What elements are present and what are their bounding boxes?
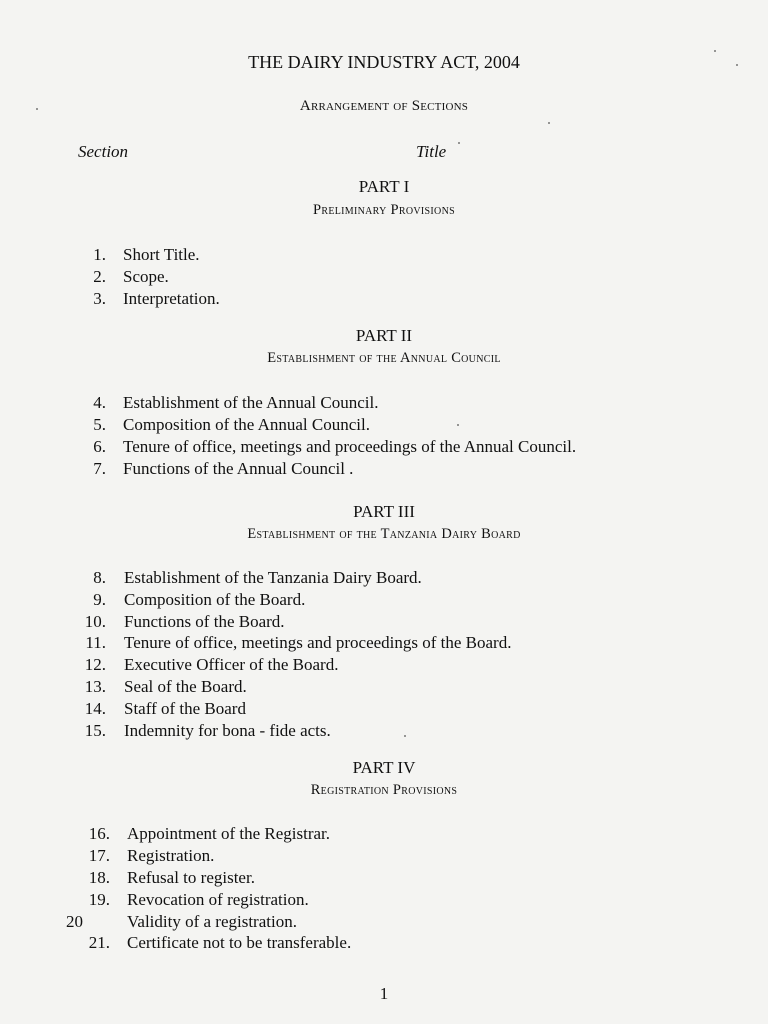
section-title: Establishment of the Annual Council. [123, 393, 379, 412]
section-title: Indemnity for bona - fide acts. [124, 721, 331, 740]
section-title: Seal of the Board. [124, 677, 247, 696]
part-2-label: PART II [355, 326, 413, 345]
part-4-label: PART IV [352, 758, 416, 777]
section-number: 5. [93, 415, 106, 434]
section-title: Functions of the Board. [124, 612, 285, 631]
section-number: 18. [88, 868, 110, 887]
part-1-label: PART I [358, 177, 410, 196]
scan-speck [458, 142, 460, 144]
section-number: 11. [85, 633, 106, 652]
part-1-name: Preliminary Provisions [313, 202, 455, 218]
part-3-label: PART III [353, 502, 415, 521]
section-title: Tenure of office, meetings and proceedings of the Board. [124, 633, 512, 652]
scan-speck [404, 735, 406, 737]
section-number: 15. [84, 721, 106, 740]
scan-speck [736, 64, 738, 66]
section-title: Registration. [127, 846, 215, 865]
section-title: Establishment of the Tanzania Dairy Board. [124, 568, 422, 587]
section-title: Certificate not to be transferable. [127, 933, 352, 952]
section-number: 9. [93, 590, 106, 609]
section-number: 1. [93, 245, 106, 264]
section-title: Composition of the Annual Council. [123, 415, 370, 434]
section-title: Scope. [123, 267, 169, 286]
part-3-name: Establishment of the Tanzania Dairy Board [247, 526, 521, 542]
section-number: 12. [84, 655, 106, 674]
scan-speck [36, 108, 38, 110]
page-number: 1 [379, 984, 389, 1003]
section-number: 16. [88, 824, 110, 843]
section-number: 19. [88, 890, 110, 909]
document-title: THE DAIRY INDUSTRY ACT, 2004 [248, 52, 520, 72]
section-title: Staff of the Board [124, 699, 246, 718]
section-title: Appointment of the Registrar. [127, 824, 331, 843]
section-title: Short Title. [123, 245, 200, 264]
section-title: Revocation of registration. [127, 890, 309, 909]
section-title: Validity of a registration. [127, 912, 297, 931]
section-title: Tenure of office, meetings and proceedings of the Annual Council. [123, 437, 577, 456]
section-number: 4. [93, 393, 106, 412]
section-number: 20 [66, 912, 83, 931]
document-subtitle: Arrangement of Sections [299, 98, 469, 114]
section-number: 8. [93, 568, 106, 587]
section-title: Executive Officer of the Board. [124, 655, 339, 674]
section-number: 21. [88, 933, 110, 952]
section-number: 14. [84, 699, 106, 718]
section-title: Interpretation. [123, 289, 220, 308]
section-number: 10. [84, 612, 106, 631]
section-number: 13. [84, 677, 106, 696]
section-number: 2. [93, 267, 106, 286]
title-column-heading: Title [416, 142, 447, 161]
section-number: 7. [93, 459, 106, 478]
section-column-heading: Section [78, 142, 129, 161]
section-title: Functions of the Annual Council . [123, 459, 354, 478]
part-4-name: Registration Provisions [310, 782, 458, 798]
section-title: Refusal to register. [127, 868, 255, 887]
part-2-name: Establishment of the Annual Council [267, 350, 501, 366]
scan-speck [457, 424, 459, 426]
scan-speck [714, 50, 716, 52]
scan-speck [548, 122, 550, 124]
section-number: 17. [88, 846, 110, 865]
section-title: Composition of the Board. [124, 590, 306, 609]
section-number: 3. [93, 289, 106, 308]
section-number: 6. [93, 437, 106, 456]
